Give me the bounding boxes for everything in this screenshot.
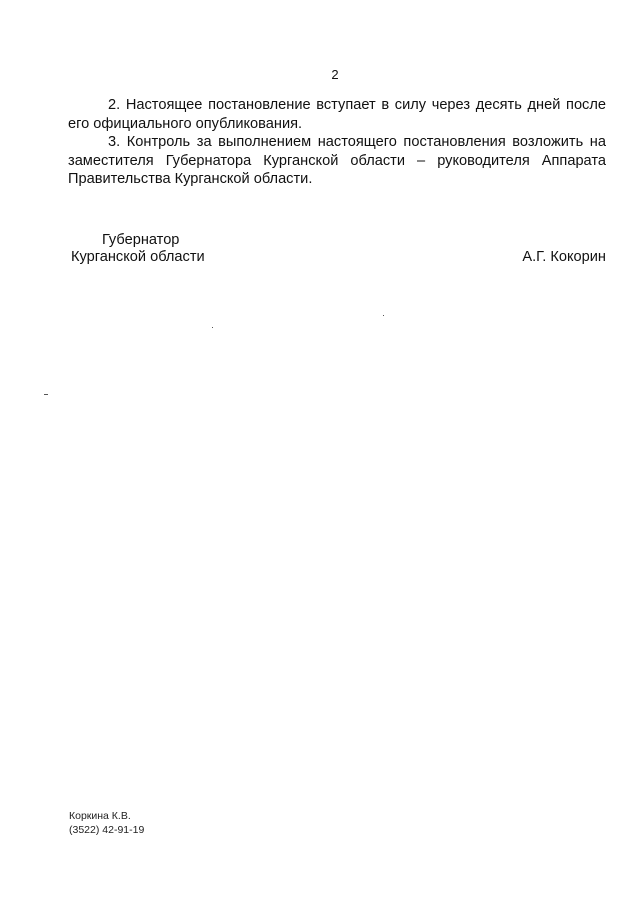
scan-speck (383, 315, 384, 316)
signatory-title-line-2: Курганской области (71, 249, 205, 265)
executor-name: Коркина К.В. (69, 810, 131, 822)
executor-footer (69, 810, 144, 837)
executor-phone: (3522) 42-91-19 (69, 823, 145, 836)
page-number: 2 (331, 67, 339, 82)
paragraph-control: 3. Контроль за выполнением настоящего постановления возложить на заместителя Губернатора Курганской области – руководителя Аппарата Правительства Курганской области. (68, 134, 606, 188)
scan-speck (212, 327, 213, 328)
signature-block (68, 231, 606, 271)
signatory-name: А.Г. Кокорин (522, 249, 606, 265)
document-body (68, 96, 606, 189)
scan-speck (44, 394, 48, 395)
paragraph-effective-date: 2. Настоящее постановление вступает в силу через десять дней после его официального опубликования. (68, 97, 606, 132)
signatory-title-line-1: Губернатор (102, 232, 180, 248)
